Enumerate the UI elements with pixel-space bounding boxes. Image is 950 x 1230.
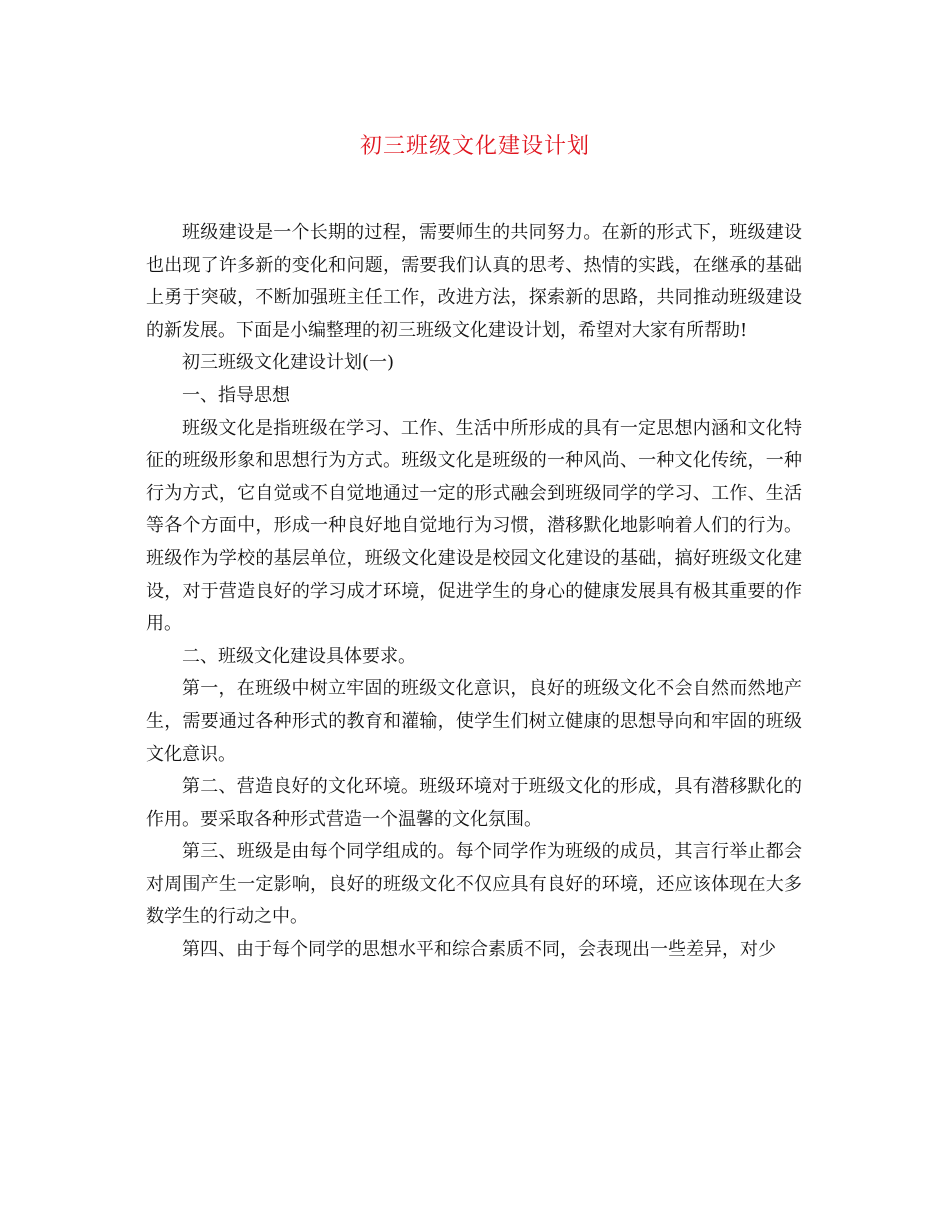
document-title: 初三班级文化建设计划 bbox=[359, 134, 590, 159]
requirement-fourth-paragraph: 第四、由于每个同学的思想水平和综合素质不同，会表现出一些差异，对少 bbox=[182, 939, 776, 961]
requirement-first-paragraph: 第一，在班级中树立牢固的班级文化意识，良好的班级文化不会自然而然地产生，需要通过各种形式的教育和灌输，使学生们树立健康的思想导向和牢固的班级文化意识。 bbox=[146, 678, 802, 765]
section-heading-requirements: 二、班级文化建设具体要求。 bbox=[182, 645, 416, 667]
intro-paragraph: 班级建设是一个长期的过程，需要师生的共同努力。在新的形式下，班级建设也出现了许多新的变化和问题，需要我们认真的思考、热情的实践，在继承的基础上勇于突破，不断加强班主任工作，改进方法，探索新的思路，共同推动班级建设的新发展。下面是小编整理的初三班级文化建设计划，希望对大家有所帮助! bbox=[146, 222, 802, 341]
section-heading-plan-one: 初三班级文化建设计划(一) bbox=[182, 352, 395, 374]
document-body bbox=[146, 217, 802, 967]
requirement-second-paragraph: 第二、营造良好的文化环境。班级环境对于班级文化的形成，具有潜移默化的作用。要采取各种形式营造一个温馨的文化氛围。 bbox=[146, 776, 802, 830]
requirement-third-paragraph: 第三、班级是由每个同学组成的。每个同学作为班级的成员，其言行举止都会对周围产生一定影响，良好的班级文化不仅应具有良好的环境，还应该体现在大多数学生的行动之中。 bbox=[146, 841, 802, 928]
guiding-idea-paragraph: 班级文化是指班级在学习、工作、生活中所形成的具有一定思想内涵和文化特征的班级形象和思想行为方式。班级文化是班级的一种风尚、一种文化传统，一种行为方式，它自觉或不自觉地通过一定的形式融会到班级同学的学习、工作、生活等各个方面中，形成一种良好地自觉地行为习惯，潜移默化地影响着人们的行为。班级作为学校的基层单位，班级文化建设是校园文化建设的基础，搞好班级文化建设，对于营造良好的学习成才环境，促进学生的身心的健康发展具有极其重要的作用。 bbox=[146, 417, 802, 635]
section-heading-guiding-idea: 一、指导思想 bbox=[182, 384, 290, 406]
